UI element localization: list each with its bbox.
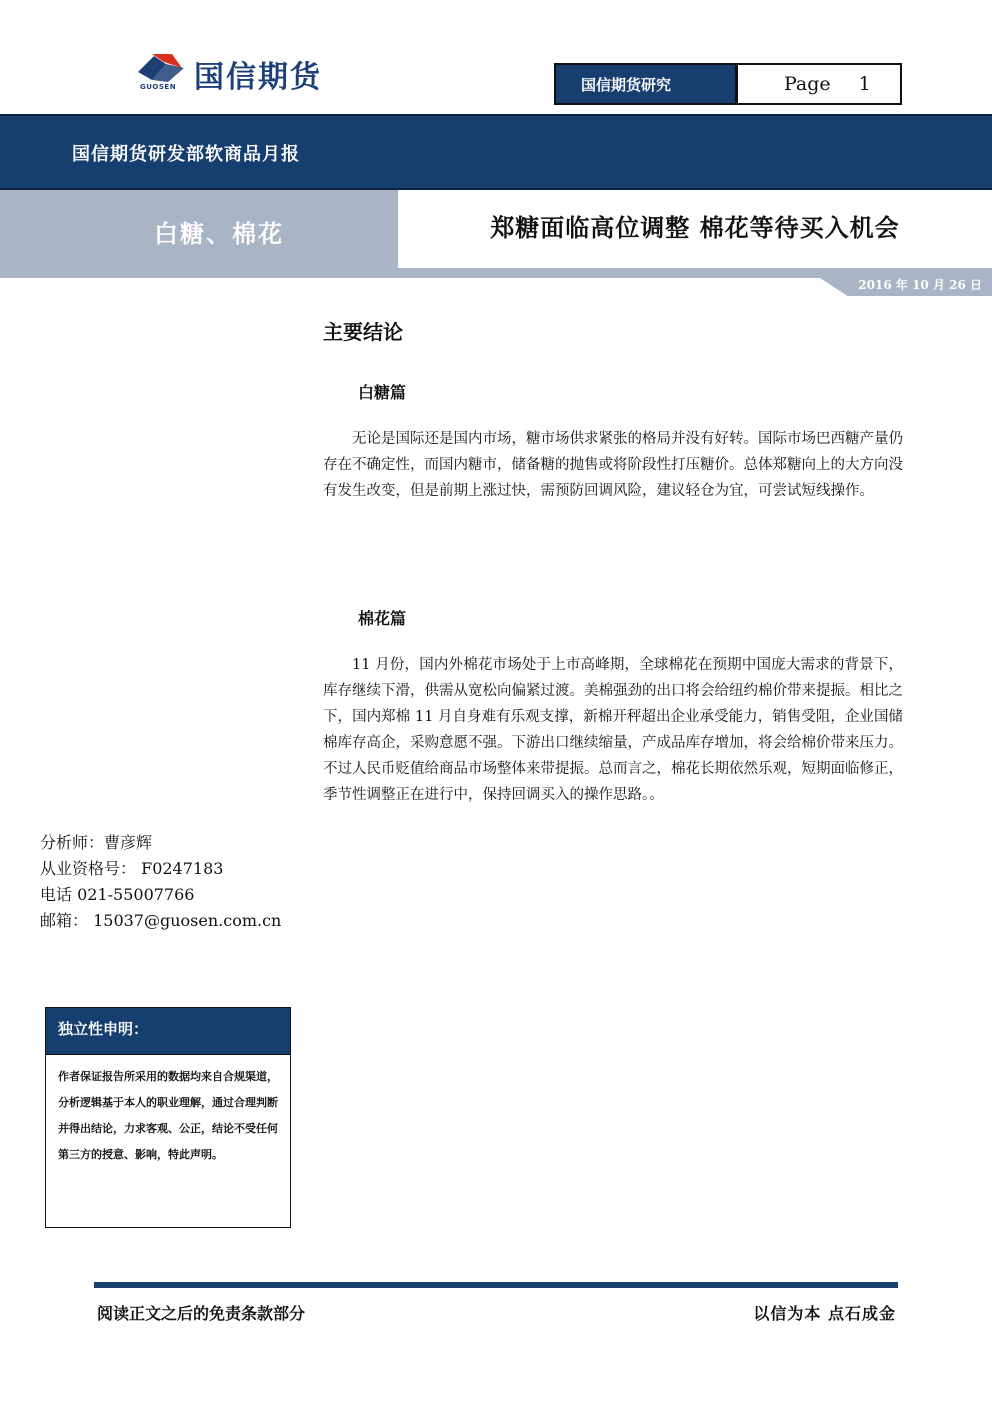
sugar-paragraph: 无论是国际还是国内市场，糖市场供求紧张的格局并没有好转。国际市场巴西糖产量仍存在不确定性，而国内糖市，储备糖的抛售或将阶段性打压糖价。总体郑糖向上的大方向没有发生改变，但是前期上涨过快，需预防回调风险，建议轻仓为宜，可尝试短线操作。 [323,431,903,499]
sugar-heading: 白糖篇 [358,383,407,402]
category-label: 白糖、棉花 [154,219,284,248]
analyst-email: 邮箱： 15037@guosen.com.cn [40,911,282,930]
report-title: 郑糖面临高位调整 棉花等待买入机会 [490,213,900,242]
page-number: 1 [858,73,871,95]
cotton-heading: 棉花篇 [358,609,407,628]
section-title: 主要结论 [323,320,403,344]
category-band-bottom [0,268,992,278]
analyst-name: 分析师：曹彦辉 [40,833,153,852]
statement-text: 作者保证报告所采用的数据均来自合规渠道， 分析逻辑基于本人的职业理解，通过合理判断 并得出结论，力求客观、公正，结论不受任何第三方的授意、影响，特此声明。 [58,1070,278,1161]
analyst-license: 从业资格号： F0247183 [40,859,224,878]
footer-slogan: 以信为本 点石成金 [753,1304,896,1323]
cotton-paragraph: 11 月份，国内外棉花市场处于上市高峰期，全球棉花在预期中国庞大需求的背景下，库存继续下滑，供需从宽松向偏紧过渡。美棉强劲的出口将会给纽约棉价带来提振。相比之下，国内郑棉 11 月自身难有乐观支撑，新棉开秤超出企业承受能力，销售受阻，企业国储棉库存高企，采购意愿不强。下游出口继续缩量，产成品库存增加，将会给棉价带来压力。不过人民币贬值给商品市场整体来带提振。总而言之，棉花长期依然乐观，短期面临修正，季节性调整正在进行中，保持回调买入的操作思路。。 [323,657,903,803]
footer-disclaimer-note: 阅读正文之后的免责条款部分 [97,1304,306,1323]
report-date: 2016 年 10 月 26 日 [858,278,982,292]
independence-statement [45,1007,291,1228]
footer-rule [94,1282,898,1288]
header-label: 国信期货研究 [556,65,738,103]
logo-name: 国信期货 [194,60,322,95]
page-indicator [738,65,900,103]
statement-title: 独立性申明： [46,1008,290,1055]
analyst-info [40,830,281,934]
analyst-phone: 电话 021-55007766 [40,885,195,904]
page-label: Page [784,73,831,95]
logo-subtext: GUOSEN [140,83,177,91]
header-page-box [554,63,902,105]
report-type: 国信期货研发部软商品月报 [72,144,300,165]
